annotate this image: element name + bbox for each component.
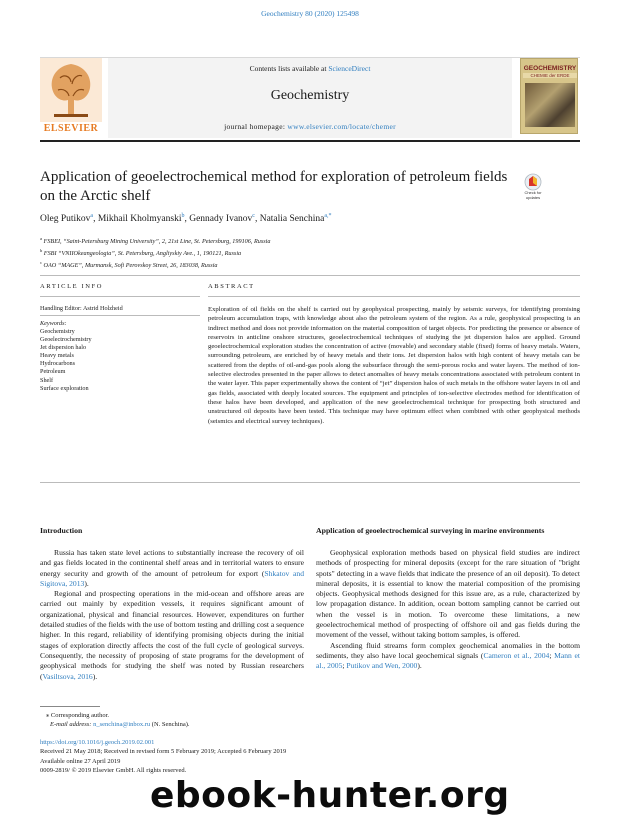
keyword: Heavy metals — [40, 352, 74, 360]
received-dates: Received 21 May 2018; Received in revised form 5 February 2019; Accepted 6 February 2019 — [40, 748, 287, 756]
author[interactable]: Oleg Putikov$^a$ — [40, 213, 94, 225]
citation-link[interactable]: Mann et al., 2005 — [316, 650, 580, 671]
keyword: Petroleum — [40, 368, 66, 376]
editor-rule — [40, 315, 200, 316]
keyword: Geoelectrochemistry — [40, 336, 92, 344]
affiliation: $^b$ FSBI “VNIIOkeangeologia”, St. Petersburg, Angliyskiy Ave., 1, 190121, Russia — [40, 248, 242, 258]
homepage-link[interactable]: www.elsevier.com/locate/chemer — [287, 122, 396, 131]
keyword: Jet dispersion halo — [40, 344, 87, 352]
abstract-heading: ABSTRACT — [208, 283, 255, 290]
doi-link[interactable]: https://doi.org/10.1016/j.geoch.2019.02.001 — [40, 739, 155, 746]
citation-link[interactable]: Putikov and Wen, 2000 — [346, 661, 418, 671]
elsevier-wordmark[interactable]: ELSEVIER — [43, 123, 99, 134]
author[interactable]: Mikhail Kholmyanski$^b$ — [97, 213, 185, 225]
section-rule — [40, 275, 580, 276]
article-info-rule — [40, 296, 200, 297]
email-link[interactable]: n_senchina@inbox.ru — [93, 721, 151, 728]
author[interactable]: Natalia Senchina$^{a,*}$ — [259, 213, 332, 225]
handling-editor: Handling Editor: Astrid Holzheid — [40, 305, 123, 312]
author-list: Oleg Putikov$^a$, Mikhail Kholmyanski$^b$, Gennady Ivanov$^c$, Natalia Senchina$^{a,*}$ — [40, 213, 332, 225]
body-paragraph: Geophysical exploration methods based on physical field studies are indirect methods of prospecting for mineral deposits (except for the rare situation of "bright spots" detecting in a wave fields that indicate the presence of an oil deposit). To detect mineral deposits, it is essential to know the material composition of the promising objects. Geophysical methods designed for this issue are, as a rule, characterized by low propagation distance. In addition, ocean bottom sampling cannot be carried out when the vessel is in motion. To overcome these limitations, a new geoelectrochemical method of prospecting of offshore oil and gas fields during the movement of the vessel, without taking bottom samples, is offered. — [316, 548, 580, 640]
application-heading: Application of geoelectrochemical surveying in marine environments — [316, 526, 545, 535]
watermark-text: ebook-hunter.org — [150, 775, 510, 816]
footnotes — [40, 711, 340, 729]
abstract-text: Exploration of oil fields on the shelf is carried out by geophysical prospecting, mainly by seismic surveys, for identifying promising petroleum accumulation traps, with knowledge about also the petroleum system of the region. As a rule, geophysical prospecting is an indirect method and does not provide information on the material composition of target objects. For predicting the presence or absence of reservoirs in anticline onshore structures, geoelectrochemical techniques of studying the jet dispersion halos are applied. Ground geoelectrochemical exploration studies the concentration of active (movable) and secondary stable (fixed) forms of heavy metals. Waters, surrounding petroleum, are enriched by of heavy metals and their ions. Jet dispersion halos with high content of heavy metals can be scattered from the depths of oil-and-gas pools along the subsurface through the semi-porous rocks and water layers. The method of ion-selective electrodes presented in the paper allows to detect anomalies of heavy metals concentrations associated with petroleum content in the water layer. This paper experimentally shows the content of “jet” dispersion halos of such metals in the offshore water layers in oil and gas fields, associated with deeply located sources. The equipment and principles of ion-selective electrodes method for identification of these halos have been developed, and application of the new geoelectrochemical technique for prospecting both structured and unstructured oil deposits have been tested. This technique may have optimum effect when combined with other geophysical methods (seismics and electrical survey techniques). — [208, 306, 580, 425]
abstract-rule — [208, 296, 580, 297]
article-info-heading: ARTICLE INFO — [40, 283, 104, 290]
body-left-column — [40, 526, 304, 682]
available-online: Available online 27 April 2019 — [40, 757, 121, 765]
sciencedirect-link[interactable]: ScienceDirect — [328, 64, 371, 73]
footnote-rule — [40, 706, 100, 707]
publication-info — [40, 738, 340, 776]
affiliations — [40, 234, 580, 270]
check-for-updates-icon[interactable] — [520, 172, 546, 202]
article-title: Application of geoelectrochemical method for exploration of petroleum fields on the Arctic shelf — [40, 169, 508, 204]
keyword-list — [40, 328, 200, 393]
keyword: Shelf — [40, 376, 54, 384]
keyword: Hydrocarbons — [40, 360, 76, 368]
email-note: E-mail address: n_senchina@inbox.ru (N. Senchina). — [50, 721, 190, 728]
author[interactable]: Gennady Ivanov$^c$ — [189, 213, 255, 225]
body-right-column — [316, 526, 580, 672]
intro-paragraph: Russia has taken state level actions to substantially increase the recovery of oil and gas fields located in the continental shelf areas and in territorial waters to ensure energy security and growth of the amount of petroleum for export (Shkatov and Sigitova, 2013). — [40, 548, 304, 588]
contents-prefix: Contents lists available at — [249, 64, 329, 73]
intro-paragraph: Regional and prospecting operations in the mid-ocean and offshore areas are carried out mainly by expedition vessels, it requires significant amount of organizational, physical and financial resources. However, expenditures on further detailed studies of the fields with the use of bottom testing and drilling cost a sequence higher. In this regard, reliability of identifying promising objects during the initial stages of exploration directly affects the cost of the full cycle of geological surveys. Consequently, the necessity of proposing of state programs for the development of geophysical methods for studying the shelf was noted by Russian researchers (Vasiltsova, 2016). — [40, 589, 304, 681]
cover-subtitle: CHEMIE der ERDE — [523, 73, 577, 78]
citation-link[interactable]: Cameron et al., 2004 — [483, 650, 550, 660]
affiliation: $^a$ FSBEI, “Saint-Petersburg Mining University”, 2, 21st Line, St. Petersburg, 199106, Russia — [40, 236, 271, 246]
citation-link[interactable]: Shkatov and Sigitova, 2013 — [40, 568, 304, 588]
keyword: Geochemistry — [40, 328, 75, 335]
keywords-label: Keywords: — [40, 320, 67, 327]
cover-title: GEOCHEMISTRY — [523, 65, 577, 72]
homepage-prefix: journal homepage: — [224, 122, 288, 131]
introduction-heading: Introduction — [40, 526, 83, 535]
abstract-end-rule — [40, 482, 580, 483]
corresponding-author-note: ⁎ Corresponding author. — [46, 712, 110, 719]
header-bottom-rule — [40, 140, 580, 142]
journal-name: Geochemistry — [270, 88, 350, 103]
cover-image — [525, 83, 575, 127]
check-updates-label: Check for updates — [524, 190, 542, 200]
journal-citation[interactable]: Geochemistry 80 (2020) 125498 — [261, 9, 359, 18]
journal-cover-thumbnail[interactable] — [520, 58, 578, 134]
keyword: Surface exploration — [40, 384, 89, 392]
body-paragraph: Ascending fluid streams form complex geochemical anomalies in the bottom sediments, they also have local geochemical signals (Cameron et al., 2004; Mann et al., 2005; Putikov and Wen, 2000). — [316, 640, 580, 671]
copyright: 0009-2819/ © 2019 Elsevier GmbH. All rights reserved. — [40, 767, 187, 775]
citation-link[interactable]: Vasiltsova, 2016 — [42, 671, 93, 681]
affiliation: $^c$ OAO “MAGE”, Murmansk, Sofi Perovskoy Street, 26, 183038, Russia — [40, 260, 218, 270]
